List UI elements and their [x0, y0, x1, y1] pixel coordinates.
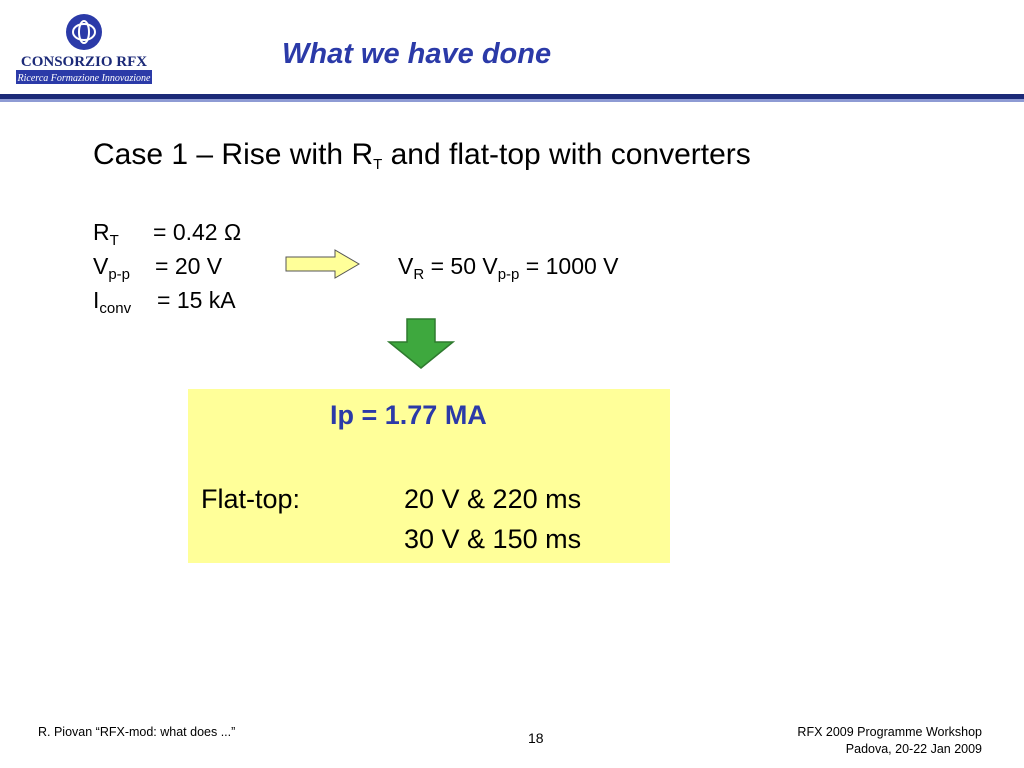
- flat-top-row-1: 20 V & 220 ms: [404, 484, 582, 514]
- result-sub-r: R: [413, 266, 425, 283]
- param-vpp-value: = 20 V: [155, 253, 223, 279]
- case-heading-prefix: Case 1 – Rise with R: [93, 138, 374, 171]
- result-mid: = 50 V: [424, 253, 498, 279]
- case-heading-suffix: and flat-top with converters: [382, 138, 751, 171]
- param-symbol: I: [93, 287, 100, 313]
- param-rt: [93, 219, 119, 249]
- param-sub: p-p: [108, 266, 131, 283]
- case-heading-sub: T: [373, 156, 383, 173]
- footer-author: R. Piovan “RFX-mod: what does ...”: [38, 725, 236, 739]
- result-symbol: V: [398, 253, 414, 279]
- result-sub-pp: p-p: [497, 266, 520, 283]
- param-sub: T: [109, 232, 119, 249]
- footer-event: RFX 2009 Programme Workshop: [797, 725, 982, 739]
- result-voltage: [398, 253, 619, 283]
- case-heading: [93, 138, 751, 172]
- footer-location-date: Padova, 20-22 Jan 2009: [845, 742, 982, 756]
- param-iconv-value: = 15 kA: [157, 287, 236, 313]
- param-rt-value: = 0.42 Ω: [153, 219, 242, 245]
- svg-text:Ricerca Formazione Innovazione: Ricerca Formazione Innovazione: [17, 73, 151, 84]
- arrow-down-icon: [387, 318, 455, 370]
- page-number: 18: [528, 730, 544, 746]
- param-sub: conv: [99, 300, 132, 317]
- svg-text:CONSORZIO RFX: CONSORZIO RFX: [20, 54, 148, 70]
- plasma-current: Ip = 1.77 MA: [330, 400, 487, 430]
- flat-top-label: Flat-top:: [201, 484, 301, 514]
- param-iconv: [93, 287, 132, 317]
- header-rule-light: [0, 99, 1024, 102]
- slide-title: What we have done: [282, 38, 552, 70]
- param-symbol: R: [93, 219, 110, 245]
- result-suffix: = 1000 V: [519, 253, 619, 279]
- flat-top-row-2: 30 V & 150 ms: [404, 524, 582, 554]
- arrow-right-icon: [285, 249, 361, 279]
- consorzio-rfx-logo: [14, 12, 154, 86]
- param-vpp: [93, 253, 131, 283]
- param-symbol: V: [93, 253, 109, 279]
